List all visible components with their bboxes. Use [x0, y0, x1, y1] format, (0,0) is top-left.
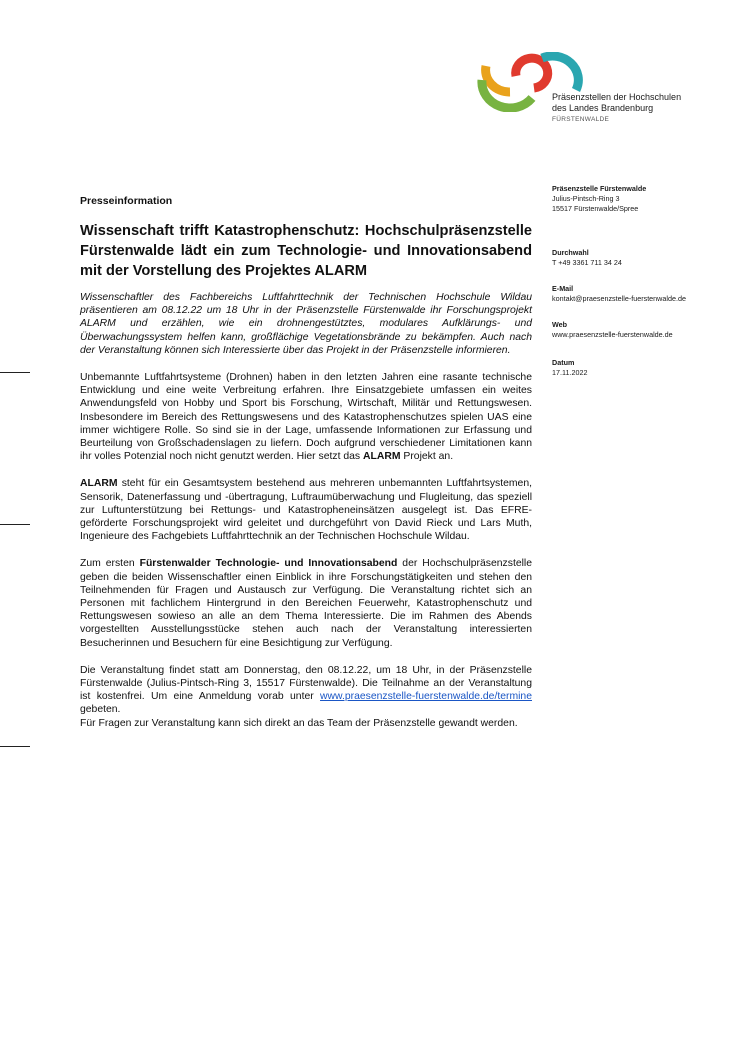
phone-number: T +49 3361 711 34 24 [552, 258, 622, 267]
date-block [552, 358, 742, 378]
logo-arc-yellow [486, 66, 510, 92]
street: Julius-Pintsch-Ring 3 [552, 194, 620, 203]
phone-block [552, 248, 742, 268]
web-label: Web [552, 320, 568, 329]
lead-paragraph: Wissenschaftler des Fachbereichs Luftfahrttechnik der Technischen Hochschule Wildau präsentieren am 08.12.22 um 18 Uhr in der Präsenzstelle Fürstenwalde ihr Forschungsprojekt ALARM und erzählen, wie ein drohnengestütztes, modulares Aufklärungs- und Überwachungssystem helfen kann, großflächige Vegetationsbrände zu bekämpfen. Auch nach der Veranstaltung können sich Interessierte über das Projekt in der Präsenzstelle informieren. [80, 292, 532, 356]
web-address: www.praesenzstelle-fuerstenwalde.de [552, 330, 673, 339]
punch-mark [0, 524, 30, 525]
project-name: ALARM [363, 451, 401, 463]
press-release-body [80, 194, 532, 730]
project-name: ALARM [80, 478, 118, 490]
web-block [552, 320, 742, 340]
fold-mark [0, 372, 30, 373]
city: 15517 Fürstenwalde/Spree [552, 204, 639, 213]
fold-mark [0, 746, 30, 747]
date-label: Datum [552, 358, 575, 367]
text: gebeten. [80, 704, 121, 716]
text: Die Veranstaltung findet statt am Donnerstag, den 08.12.22, um 18 Uhr, in der Präsenzstelle Fürstenwalde (Julius-Pintsch-Ring 3, 15517 Fürstenwalde). Die Teilnahme an der Veranstaltung ist kostenfrei. Um eine Anmeldung vorab unter [80, 664, 532, 703]
email-label: E-Mail [552, 284, 574, 293]
event-name: Fürstenwalder Technologie- und Innovationsabend [139, 558, 398, 570]
address-block [552, 184, 742, 214]
headline: Wissenschaft trifft Katastrophenschutz: Hochschulpräsenzstelle Fürstenwalde lädt ein zum Technologie- und Innovationsabend mit der Vorstellung des Projektes ALARM [80, 223, 532, 279]
text: steht für ein Gesamtsystem bestehend aus mehreren unbemannten Luftfahrtsystemen, Sensorik, Datenerfassung und -übertragung, Luftraumüberwachung und Flugleitung, das speziell zur Luftunterstützung bei Rettungs- und Katastropheneinsätzen ausgelegt ist. Das EFRE-geförderte Forschungsprojekt wird geleitet und durchgeführt von David Rieck und Lars Muth, Ingenieure des Fachgebiets Luftfahrttechnik an der Technischen Hochschule Wildau. [80, 478, 532, 543]
logo-line-2: des Landes Brandenburg [552, 103, 654, 113]
date-value: 17.11.2022 [552, 368, 588, 377]
email-block [552, 284, 742, 304]
logo-wordmark [552, 92, 732, 125]
office-name: Präsenzstelle Fürstenwalde [552, 184, 647, 193]
logo-line-3: FÜRSTENWALDE [552, 116, 610, 123]
paragraph-drones [80, 371, 532, 463]
paragraph-questions: Für Fragen zur Veranstaltung kann sich direkt an das Team der Präsenzstelle gewandt werden. [80, 717, 518, 729]
email-address: kontakt@praesenzstelle-fuerstenwalde.de [552, 294, 686, 303]
registration-link[interactable]: www.praesenzstelle-fuerstenwalde.de/termine [320, 691, 532, 703]
logo-line-1: Präsenzstellen der Hochschulen [552, 92, 682, 102]
paragraph-event [80, 557, 532, 649]
text: Zum ersten [80, 558, 140, 570]
paragraph-registration [80, 664, 532, 717]
text: Projekt an. [400, 451, 454, 463]
text: Unbemannte Luftfahrtsysteme (Drohnen) haben in den letzten Jahren eine rasante technische Entwicklung und eine weite Verbreitung erfahren. Ihre Einsatzgebiete umfassen ein weites Anwendungsfeld von Hobby und Sport bis Forschung, Wirtschaft, Militär und Rettungswesen. Insbesondere im Bereich des Rettungswesens und des Katastrophenschutzes spielen UAS eine immer wichtigere Rolle. So sind sie in der Lage, umfassende Informationen zur Erfassung und Beurteilung von Großschadenslagen zu liefern. Doch aufgrund verschiedener Limitationen kann ihr volles Potenzial noch nicht genutzt werden. Hier setzt das [80, 372, 532, 463]
text: der Hochschulpräsenzstelle geben die beiden Wissenschaftler einen Einblick in ihre Forschungstätigkeiten und stehen den Teilnehmenden für Fragen und Austausch zur Verfügung. Die Veranstaltung richtet sich an Personen mit fachlichem Hintergrund in den Bereichen Feuerwehr, Katastrophenschutz und Rettungswesen sowieso an alle an dem Thema Interessierte. Die im Rahmen des Abends vorgestellten Ausstellungsstücke stehen auch nach der Veranstaltung interessierten Besucherinnen und Besuchern für eine Besichtigung zur Verfügung. [80, 558, 533, 649]
document-type: Presseinformation [80, 195, 173, 207]
logo-arc-red [516, 58, 548, 88]
phone-label: Durchwahl [552, 248, 589, 257]
paragraph-alarm [80, 477, 532, 543]
